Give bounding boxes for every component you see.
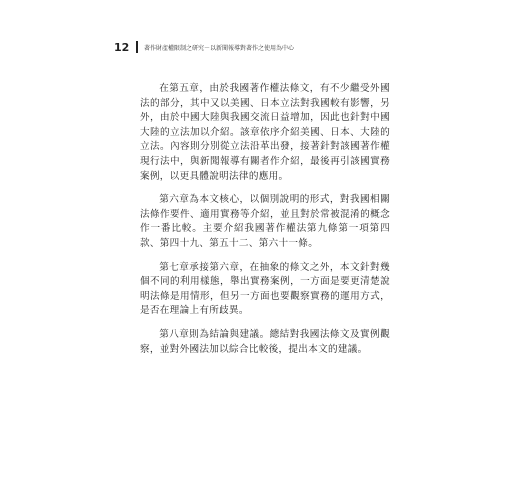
page-header xyxy=(114,40,294,54)
page-number: 12 xyxy=(114,40,130,54)
paragraph-chapter-5: 在第五章，由於我國著作權法條文，有不少繼受外國法的部分，其中又以美國、日本立法對我國較有影響，另外，由於中國大陸與我國交流日益增加，因此也針對中國大陸的立法加以介紹。該章依序介紹美國、日本、大陸的立法。內容則分別從立法沿革出發，接著針對該國著作權現行法中，與新聞報導有關者作介紹，最後再引該國實務案例，以更具體說明法律的應用。 xyxy=(140,83,390,182)
body-text xyxy=(140,82,390,366)
header-divider xyxy=(136,41,138,53)
paragraph-chapter-8: 第八章則為結論與建議。總結對我國法條文及實例觀察，並對外國法加以綜合比較後，提出本文的建議。 xyxy=(140,328,390,355)
paragraph-chapter-6: 第六章為本文核心，以個別說明的形式，對我國相關法條作要件、適用實務等介紹，並且對於常被混淆的概念作一番比較。主要介紹我國著作權法第九條第一項第四款、第四十九、第五十二、第六十一條。 xyxy=(140,194,390,249)
paragraph-chapter-7: 第七章承接第六章，在抽象的條文之外，本文針對幾個不同的利用樣態，舉出實務案例，一方面是要更清楚說明法條是用情形，但另一方面也要觀察實務的運用方式，是否在理論上有所歧異。 xyxy=(140,261,390,317)
running-title: 著作財產權限制之研究－以新聞報導對著作之使用為中心 xyxy=(144,44,295,52)
